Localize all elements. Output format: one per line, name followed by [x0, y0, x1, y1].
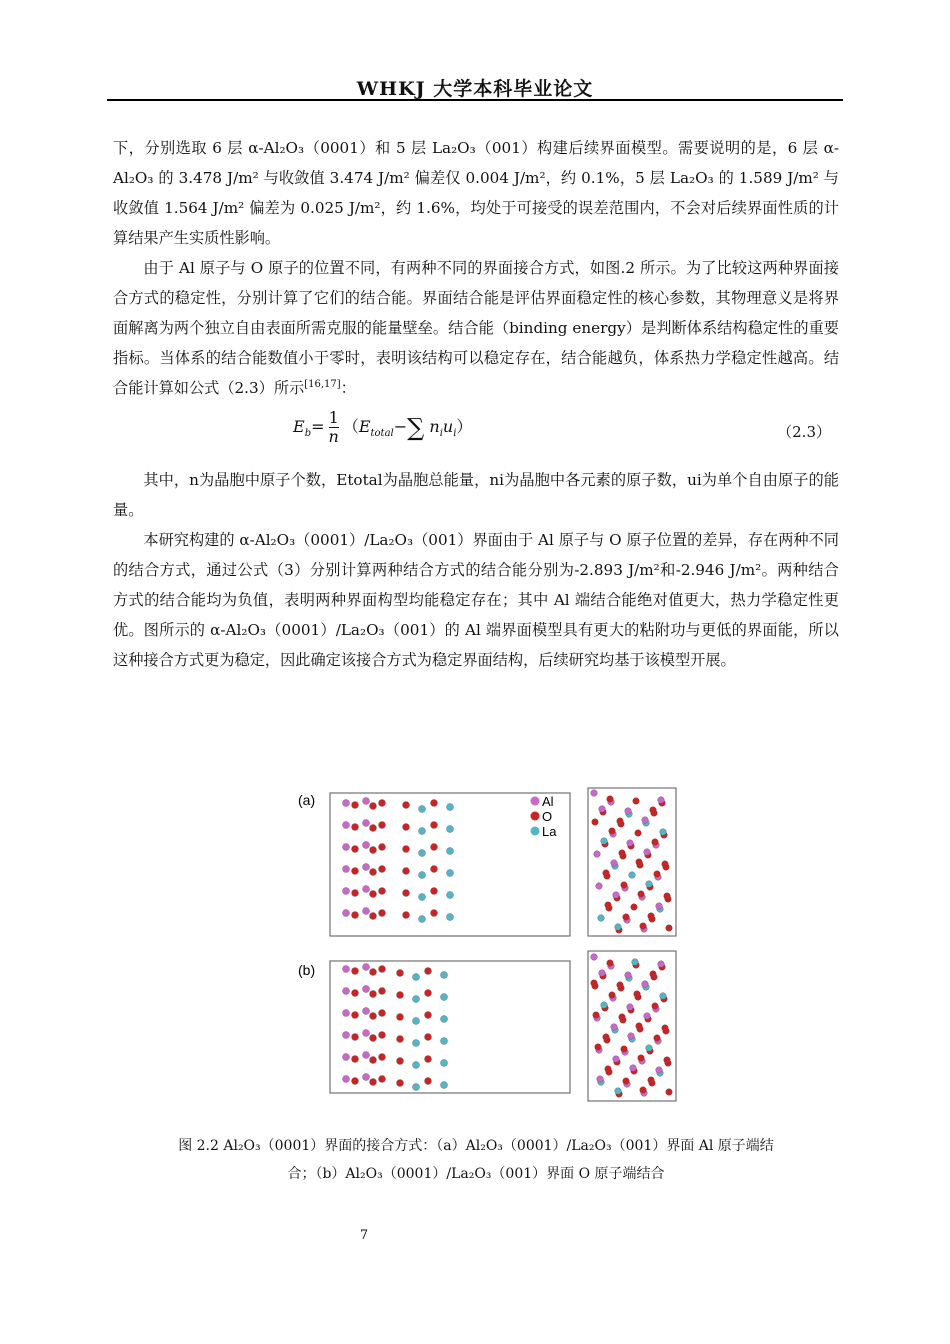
o-atom	[379, 844, 386, 851]
la-atom	[441, 1016, 448, 1023]
o-atom	[352, 890, 359, 897]
al-atom	[627, 840, 634, 847]
al-atom	[644, 1013, 651, 1020]
al-atom	[628, 1033, 635, 1040]
o-atom	[603, 1034, 610, 1041]
la-atom	[419, 828, 426, 835]
al-atom	[343, 844, 350, 851]
o-atom	[662, 861, 669, 868]
la-atom	[419, 850, 426, 857]
al-atom	[343, 800, 350, 807]
o-atom	[379, 888, 386, 895]
la-atom	[660, 829, 667, 836]
o-atom	[379, 966, 386, 973]
eq-u-sub: i	[453, 428, 457, 440]
paragraph-3: 其中，n为晶胞中原子个数，Etotal为晶胞总能量，ni为晶胞中各元素的原子数，ui为单个自由原子的能量。	[113, 471, 839, 519]
eq-sum: ∑	[407, 413, 425, 442]
caption-line-2: 合；（b）Al₂O₃（0001）/La₂O₃（001）界面 O 原子端结合	[287, 1166, 665, 1182]
o-atom	[640, 923, 647, 930]
o-atom	[666, 925, 673, 932]
o-atom	[640, 1087, 647, 1094]
paragraph-2-end: ：	[340, 379, 356, 397]
o-atom	[607, 796, 614, 803]
o-atom	[623, 914, 630, 921]
o-atom	[370, 1013, 377, 1020]
al-atom	[363, 820, 370, 827]
equation-row	[113, 403, 839, 465]
figure-caption	[113, 1132, 839, 1188]
al-atom	[343, 1076, 350, 1083]
binding-energy-equation	[293, 409, 472, 446]
panel-b-atoms	[343, 964, 448, 1091]
o-atom	[633, 798, 640, 805]
o-atom	[638, 891, 645, 898]
o-atom	[352, 1078, 359, 1085]
o-atom	[431, 844, 438, 851]
o-atom	[617, 982, 624, 989]
legend-la-dot	[531, 827, 540, 836]
al-atom	[642, 817, 649, 824]
la-atom	[441, 1060, 448, 1067]
la-atom	[598, 915, 605, 922]
legend-al: Al	[542, 794, 554, 809]
al-atom	[630, 1065, 637, 1072]
eq-etotal-sub: total	[370, 428, 394, 440]
al-atom	[343, 1032, 350, 1039]
o-atom	[352, 868, 359, 875]
eq-lhs: E	[293, 417, 305, 436]
al-atom	[599, 970, 606, 977]
al-atom	[343, 910, 350, 917]
al-atom	[656, 903, 663, 910]
la-atom	[601, 838, 608, 845]
la-atom	[441, 972, 448, 979]
al-atom	[363, 986, 370, 993]
o-atom	[352, 912, 359, 919]
o-atom	[397, 1058, 404, 1065]
o-atom	[370, 869, 377, 876]
o-atom	[403, 912, 410, 919]
o-atom	[379, 800, 386, 807]
panel-a-side-atoms	[591, 790, 673, 934]
o-atom	[662, 1025, 669, 1032]
paragraph-4: 本研究构建的 α-Al₂O₃（0001）/La₂O₃（001）界面由于 Al 原子与 O 原子位置的差异，存在两种不同的结合方式，通过公式（3）分别计算两种结合方式的结合能分别为-2.893 J/m²和-2.946 J/m²。两种结合方式的结合能均为负值，表明两种界面构型均能稳定存在；其中 Al 端结合能绝对值更大，热力学稳定性更优。图所示的 α-Al₂O₃（0001）/La₂O₃（001）的 Al 端界面模型具有更大的粘附功与更低的界面能，所以这种接合方式更为稳定，因此确定该接合方式为稳定界面结构，后续研究均基于该模型开展。	[113, 531, 839, 669]
o-atom	[636, 859, 643, 866]
al-atom	[363, 798, 370, 805]
al-atom	[343, 966, 350, 973]
o-atom	[666, 1089, 673, 1096]
la-atom	[447, 826, 454, 833]
o-atom	[623, 1078, 630, 1085]
o-atom	[370, 1035, 377, 1042]
la-atom	[419, 916, 426, 923]
o-atom	[352, 1012, 359, 1019]
o-atom	[370, 803, 377, 810]
o-atom	[431, 910, 438, 917]
eq-sign: =	[311, 417, 325, 436]
o-atom	[664, 1057, 671, 1064]
al-atom	[596, 883, 603, 890]
o-atom	[352, 824, 359, 831]
eq-lhs-sub: b	[304, 428, 312, 440]
la-atom	[413, 1018, 420, 1025]
o-atom	[352, 1056, 359, 1063]
o-atom	[370, 1057, 377, 1064]
la-atom	[413, 974, 420, 981]
o-atom	[652, 839, 659, 846]
o-atom	[425, 968, 432, 975]
o-atom	[431, 866, 438, 873]
o-atom	[397, 970, 404, 977]
o-atom	[425, 1034, 432, 1041]
o-atom	[425, 1012, 432, 1019]
la-atom	[632, 959, 639, 966]
o-atom	[654, 1035, 661, 1042]
o-atom	[607, 960, 614, 967]
o-atom	[370, 913, 377, 920]
al-atom	[599, 806, 606, 813]
panel-a-atoms	[343, 798, 454, 923]
o-atom	[403, 846, 410, 853]
la-atom	[441, 1082, 448, 1089]
o-atom	[425, 1078, 432, 1085]
la-atom	[447, 892, 454, 899]
panel-b-cell	[330, 961, 570, 1093]
al-atom	[343, 866, 350, 873]
al-atom	[594, 851, 601, 858]
header-rule	[107, 99, 843, 101]
o-atom	[654, 871, 661, 878]
o-atom	[370, 1079, 377, 1086]
la-atom	[646, 1045, 653, 1052]
legend-o-dot	[531, 812, 540, 821]
o-atom	[352, 802, 359, 809]
eq-fraction	[329, 409, 339, 446]
o-atom	[593, 1012, 600, 1019]
al-atom	[363, 908, 370, 915]
al-atom	[613, 892, 620, 899]
al-atom	[658, 797, 665, 804]
o-atom	[370, 891, 377, 898]
o-atom	[370, 969, 377, 976]
la-atom	[413, 1062, 420, 1069]
o-atom	[379, 866, 386, 873]
o-atom	[397, 1036, 404, 1043]
o-atom	[609, 828, 616, 835]
al-atom	[656, 1067, 663, 1074]
o-atom	[650, 807, 657, 814]
al-atom	[363, 1008, 370, 1015]
o-atom	[636, 1023, 643, 1030]
o-atom	[635, 830, 642, 837]
o-atom	[650, 971, 657, 978]
la-atom	[629, 872, 636, 879]
o-atom	[379, 1076, 386, 1083]
o-atom	[634, 991, 641, 998]
al-atom	[343, 1054, 350, 1061]
o-atom	[352, 968, 359, 975]
o-atom	[652, 1003, 659, 1010]
eq-u: u	[442, 417, 454, 436]
legend-al-dot	[531, 797, 540, 806]
o-atom	[431, 800, 438, 807]
o-atom	[631, 904, 638, 911]
o-atom	[431, 888, 438, 895]
eq-minus: −	[393, 417, 408, 436]
la-atom	[413, 996, 420, 1003]
al-atom	[363, 842, 370, 849]
citation: [16,17]	[304, 378, 341, 390]
la-atom	[447, 804, 454, 811]
la-atom	[441, 1038, 448, 1045]
o-atom	[609, 992, 616, 999]
o-atom	[619, 850, 626, 857]
equation-number: （2.3）	[777, 423, 831, 441]
legend	[531, 794, 558, 839]
o-atom	[648, 1077, 655, 1084]
o-atom	[619, 1014, 626, 1021]
al-atom	[611, 860, 618, 867]
al-atom	[343, 888, 350, 895]
la-atom	[615, 924, 622, 931]
o-atom	[403, 824, 410, 831]
o-atom	[370, 991, 377, 998]
panel-b-label: (b)	[298, 962, 316, 978]
o-atom	[379, 1054, 386, 1061]
al-atom	[627, 1004, 634, 1011]
al-atom	[611, 1024, 618, 1031]
o-atom	[403, 802, 410, 809]
interface-structure-figure	[298, 783, 688, 1113]
o-atom	[397, 1080, 404, 1087]
paragraph-1: 下，分别选取 6 层 α-Al₂O₃（0001）和 5 层 La₂O₃（001）构建后续界面模型。需要说明的是，6 层 α-Al₂O₃ 的 3.478 J/m² 与收敛值 3.474 J/m² 偏差仅 0.004 J/m²，约 0.1%，5 层 La₂O₃ 的 1.589 J/m² 与收敛值 1.564 J/m² 偏差为 0.025 J/m²，约 1.6%，均处于可接受的误差范围内，不会对后续界面性质的计算结果产生实质性影响。	[113, 139, 839, 247]
la-atom	[447, 870, 454, 877]
eq-n-sub: i	[439, 428, 443, 440]
la-atom	[419, 894, 426, 901]
eq-etotal: E	[358, 417, 371, 436]
la-atom	[413, 1040, 420, 1047]
o-atom	[621, 1046, 628, 1053]
o-atom	[595, 1044, 602, 1051]
la-atom	[447, 914, 454, 921]
o-atom	[352, 1034, 359, 1041]
body-text	[113, 133, 839, 675]
o-atom	[664, 893, 671, 900]
al-atom	[625, 972, 632, 979]
al-atom	[642, 981, 649, 988]
panel-b-side-atoms	[591, 954, 673, 1098]
o-atom	[397, 1014, 404, 1021]
la-atom	[419, 806, 426, 813]
o-atom	[638, 1055, 645, 1062]
o-atom	[379, 1032, 386, 1039]
al-atom	[658, 961, 665, 968]
o-atom	[425, 1056, 432, 1063]
running-header: WHKJ 大学本科毕业论文	[356, 78, 594, 100]
o-atom	[403, 868, 410, 875]
al-atom	[363, 864, 370, 871]
caption-line-1: 图 2.2 Al₂O₃（0001）界面的接合方式：（a）Al₂O₃（0001）/La₂O₃（001）界面 Al 原子端结	[178, 1138, 774, 1154]
al-atom	[343, 1010, 350, 1017]
o-atom	[379, 988, 386, 995]
la-atom	[413, 1084, 420, 1091]
o-atom	[605, 902, 612, 909]
al-atom	[363, 1030, 370, 1037]
o-atom	[379, 1010, 386, 1017]
o-atom	[431, 822, 438, 829]
o-atom	[352, 846, 359, 853]
al-atom	[363, 964, 370, 971]
o-atom	[592, 819, 599, 826]
eq-close: ）	[456, 417, 473, 436]
eq-open: （	[342, 417, 359, 436]
la-atom	[660, 993, 667, 1000]
legend-la: La	[542, 824, 557, 839]
al-atom	[644, 849, 651, 856]
al-atom	[363, 886, 370, 893]
o-atom	[403, 890, 410, 897]
o-atom	[648, 913, 655, 920]
la-atom	[646, 881, 653, 888]
eq-numerator: 1	[328, 408, 339, 427]
la-atom	[441, 994, 448, 1001]
o-atom	[591, 980, 598, 987]
page-number: 7	[359, 1228, 369, 1243]
o-atom	[370, 847, 377, 854]
al-atom	[591, 790, 598, 797]
o-atom	[605, 1066, 612, 1073]
paragraph-2-text: 由于 Al 原子与 O 原子的位置不同，有两种不同的界面接合方式，如图.2 所示。为了比较这两种界面接合方式的稳定性，分别计算了它们的结合能。界面结合能是评估界面稳定性的核心参数，其物理意义是将界面解离为两个独立自由表面所需克服的能量壁垒。结合能（binding energy）是判断体系结构稳定性的重要指标。当体系的结合能数值小于零时，表明该结构可以稳定存在，结合能越负，体系热力学稳定性越高。结合能计算如公式（2.3）所示	[113, 259, 839, 397]
al-atom	[363, 1074, 370, 1081]
o-atom	[617, 818, 624, 825]
al-atom	[591, 954, 598, 961]
al-atom	[343, 988, 350, 995]
legend-o: O	[542, 809, 553, 824]
o-atom	[621, 882, 628, 889]
la-atom	[419, 872, 426, 879]
o-atom	[603, 870, 610, 877]
al-atom	[625, 808, 632, 815]
eq-denominator: n	[328, 427, 339, 446]
o-atom	[352, 990, 359, 997]
o-atom	[425, 990, 432, 997]
eq-n: n	[429, 417, 440, 436]
paragraph-2	[113, 253, 839, 403]
o-atom	[397, 992, 404, 999]
la-atom	[601, 1002, 608, 1009]
panel-a-label: (a)	[298, 792, 316, 808]
la-atom	[447, 848, 454, 855]
o-atom	[379, 822, 386, 829]
o-atom	[379, 910, 386, 917]
la-atom	[615, 1088, 622, 1095]
al-atom	[613, 1056, 620, 1063]
al-atom	[597, 1076, 604, 1083]
al-atom	[343, 822, 350, 829]
o-atom	[370, 825, 377, 832]
al-atom	[363, 1052, 370, 1059]
